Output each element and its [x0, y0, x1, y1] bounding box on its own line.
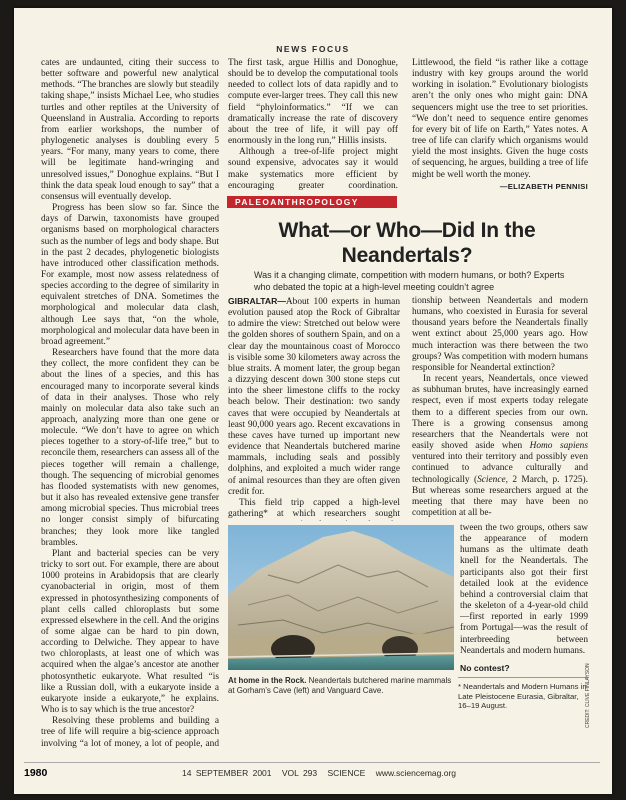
caption-title: At home in the Rock.: [228, 676, 307, 685]
volume: VOL 293: [281, 768, 318, 778]
cave-photo: [228, 525, 454, 670]
paragraph: About 100 experts in human evolution paused atop the Rock of Gibraltar to admire the view: Stretched out below were the golden shores of southern Spain, and on a clear day the mountainous coast of Morocco is visible some 30 kilometers away across the blue straits. A moment later, the group began a dizzying descent down 300 stone steps cut into the sheer limestone cliffs to the rocky beach below. Their destination: two sandy caves that were occupied by Neandertals at least 90,000 years ago. Recent excavations in these caves have turned up important new evidence that Neandertals butchered marine mammals, including seals and possibly dolphins, and exploited a much wider range of animal resources than they are often given credit for.: [228, 297, 400, 497]
page-number: 1980: [24, 767, 48, 779]
article-deck: Was it a changing climate, competition with modern humans, or both? Experts who debated the topic at a high-level meeting couldn’t agree: [254, 270, 565, 292]
section-header: NEWS FOCUS: [276, 44, 350, 54]
footnote: * Neandertals and Modern Humans in Late Pleistocene Eurasia, Gibraltar, 16–19 August.: [458, 677, 588, 711]
page-footer: [182, 768, 462, 778]
column-right-top: [412, 58, 588, 192]
gibraltar-caves-image: [228, 525, 454, 670]
caption-text: Neandertals butchered marine mammals at Gorham’s Cave (left) and Vanguard Cave.: [228, 676, 452, 696]
paragraph: Although a tree-of-life project might sound expensive, advocates say it would make systematics more efficient by encouraging greater coordination.: [228, 147, 398, 190]
section-tag: PALEOANTHROPOLOGY: [227, 196, 397, 208]
photo-caption: [228, 676, 454, 696]
subhead: No contest?: [460, 662, 510, 673]
column-left: [41, 58, 219, 748]
journal-name: SCIENCE: [327, 768, 366, 778]
paragraph: Researchers have found that the more data they collect, the more confident they can be about the lines of a species, and this has encouraged many to incorporate several kinds of data in their analyses. Those who rely mainly on molecular data also take such an approach, analyzing more than one gene or molecule. “We don’t have to agree on which pieces together to a story-of-life tree,” but to reconcile them, researchers can assess all of the pieces together will remain a challenge, though. The sequencing of microbial genomes has flooded systematists with new genomes, but it also has revealed extensive gene transfer among microbial species. Thus microbial trees no longer consist simply of bifurcating branches; they look more like tangled brambles.: [41, 348, 219, 548]
dateline: GIBRALTAR—: [228, 296, 286, 306]
paragraph: In recent years, Neandertals, once viewed as subhuman brutes, have increasingly earned respect, even if most experts today relegate them to a different species from our own. There is a growing consensus among researchers that the Neandertals were not easily shoved aside when Homo sapiens ventured into their territory and possibly even continued to advance culturally and technologically (Science, 2 March, p. 1725). But whereas some researchers argued at the meeting that there may have been no competition at all be-: [412, 374, 588, 518]
footer-rule: [24, 762, 600, 763]
paragraph: cates are undaunted, citing their success to better software and powerful new analytical methods. “The branches are slowly but steadily taking shape,” insists Michael Lee, who studies turtles and other reptiles at the University of Queensland in Australia. According to reports from earlier workshops, the number of phylogenetic analyses is doubling every 5 years. “For many, many years to come, there will be legitimate hand-wringing and unresolved issues,” Donoghue explains. “But I think the data speak loud enough to say” that a consensus will eventually develop.: [41, 58, 219, 202]
column-middle-top: [228, 58, 398, 190]
author-signature: —ELIZABETH PENNISI: [499, 181, 588, 191]
journal-page: [14, 8, 612, 794]
paragraph: This field trip capped a high-level gathering* at which researchers sought: [228, 497, 400, 519]
article-column-a: [228, 296, 400, 521]
paragraph: Resolving these problems and building a tree of life will require a big-science approach involving “a lot of money, a lot of people, and: [41, 716, 219, 748]
paragraph: The first task, argue Hillis and Donoghue, should be to develop the computational tools needed to collect lots of data rapidly and to compute ever-larger trees. They call this new field “phyloinformatics.” “If we can dramatically increase the rate of discovery about the tree of life, it will pay off enormously in the long run,” Hillis insists.: [228, 58, 398, 147]
article-column-c: [460, 523, 588, 673]
photo-credit: CREDIT: CLIVE FINLAYSON: [585, 663, 591, 728]
journal-url: www.sciencemag.org: [375, 768, 456, 778]
paragraph: Progress has been slow so far. Since the days of Darwin, taxonomists have grouped organisms based on morphological characters such as the number of legs and body shape. But in the past 2 decades, phylogenetic biologists have introduced other classification methods. For example, most now assess relatedness of species according to the degree of similarity in equivalent stretches of DNA. Sometimes the morphological and molecular data clash, although Lee says that, “on the whole, morphological and molecular data have been in broad agreement.”: [41, 203, 219, 347]
issue-date: 14 SEPTEMBER 2001: [182, 768, 272, 778]
article-column-b: [412, 296, 588, 523]
paragraph: tween the two groups, others saw the appearance of modern humans as the ultimate death knell for the Neandertals. The participants also got their first detailed look at the evidence behind a controversial claim that the skeleton of a 4-year-old child—first reported in early 1999 from Portugal—was the result of interbreeding between Neandertals and modern humans.: [460, 523, 588, 656]
paragraph: Littlewood, the field “is rather like a cottage industry with key groups around the world working in isolation.” Evolutionary biologists aren’t the only ones who might gain: DNA sequencers might use the tree to set priorities. “We don’t need to sequence entire genomes for every bit of life on Earth,” Yates notes. A tree of life can clarify which organisms would yield the most insights. Given the huge costs of sequencing, he argues, building a tree of life might be well worth the money.: [412, 58, 588, 180]
paragraph: tionship between Neandertals and modern humans, who coexisted in Eurasia for several thousand years before the Neandertals finally went extinct about 25,000 years ago. How much interaction was there between the two groups? Was competition with modern humans responsible for Neandertal extinction?: [412, 296, 588, 373]
article-headline: What—or Who—Did In the Neandertals?: [278, 219, 536, 267]
paragraph: Plant and bacterial species can be very tricky to sort out. For example, there are about 1000 proteins in Arabidopsis that are clearly cyanobacterial in origin, most of them expressed in photosynthesizing components of plant cells called chloroplasts but some expressed elsewhere in the cell. And the origins of some algae can be hard to pin down, according to Delwiche. They appear to have two chloroplasts, at least one of which was acquired when the algae’s ancestor ate another photosynthetic eukaryote. What resulted “is like a Russian doll, with a eukaryote inside a eukaryote inside a eukaryote,” he explains. Who is to say which is the true ancestor?: [41, 548, 219, 716]
